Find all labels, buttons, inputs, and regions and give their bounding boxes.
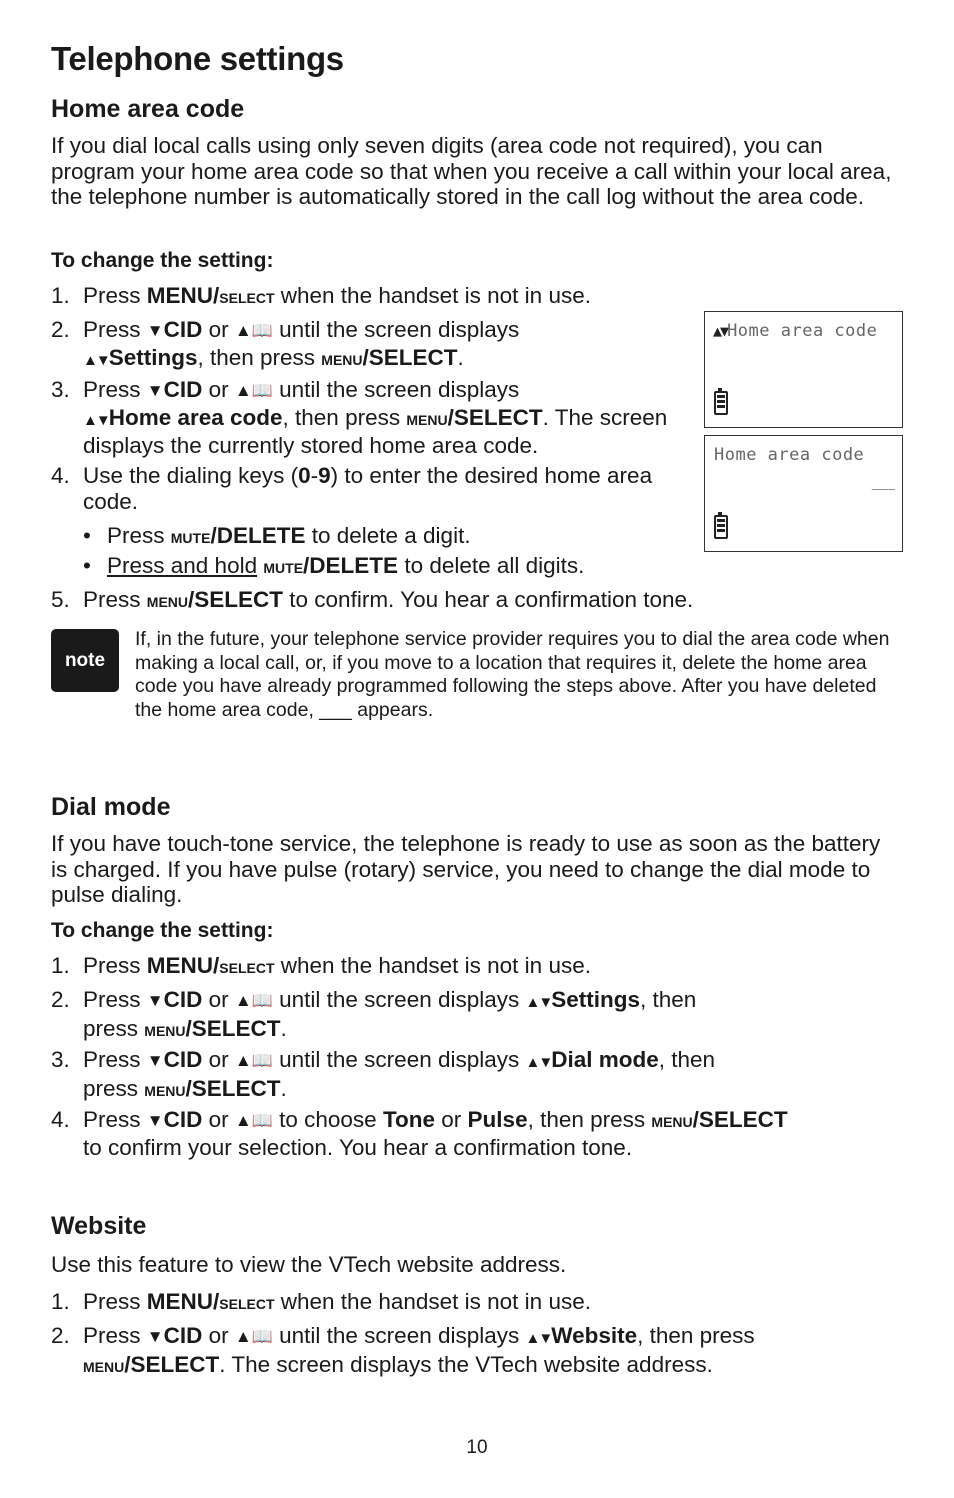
dm-step-3: 3. Press ▼CID or ▲📖 until the screen displays ▲▼Dial mode, then press menu/SELECT. <box>51 1047 716 1101</box>
hac-step-2: 2. Press ▼CID or ▲📖 until the screen displays ▲▼Settings, then press menu/SELECT. <box>51 317 520 370</box>
note-badge: note <box>51 629 119 692</box>
phonebook-icon: 📖 <box>251 381 273 400</box>
note-text: If, in the future, your telephone service provider requires you to dial the area code when making a local call, or, if you move to a location that requires it, delete the home area code you have already programmed following the steps above. After you have deleted the home area code, ___ appears. <box>135 628 890 721</box>
home-area-code-intro: If you dial local calls using only seven digits (area code not required), you can program your home area code so that when you receive a call within your local area, the telephone number is automatically stored in the call log without the area code. <box>51 133 892 209</box>
down-triangle-icon: ▼ <box>146 1111 164 1130</box>
phonebook-icon: 📖 <box>251 1111 273 1130</box>
hac-step-5: 5. Press menu/SELECT to confirm. You hear a confirmation tone. <box>51 587 694 612</box>
dial-mode-intro: If you have touch-tone service, the telephone is ready to use as soon as the battery is charged. If you have pulse (rotary) service, you need to change the dial mode to pulse dialing. <box>51 831 881 907</box>
hac-step-3: 3. Press ▼CID or ▲📖 until the screen displays ▲▼Home area code, then press menu/SELECT. The screen displays the currently stored home area code. <box>51 377 668 458</box>
hac-step-1: 1. Press MENU/select when the handset is not in use. <box>51 283 591 308</box>
hac-bullet-delete-digit: • Press mute/DELETE to delete a digit. <box>83 523 471 548</box>
battery-icon <box>714 515 728 539</box>
dm-step-1: 1. Press MENU/select when the handset is not in use. <box>51 953 591 978</box>
web-step-2: 2. Press ▼CID or ▲📖 until the screen displays ▲▼Website, then press menu/SELECT. The screen displays the VTech website address. <box>51 1323 755 1377</box>
phonebook-icon: 📖 <box>251 1327 273 1346</box>
dial-mode-subheading: To change the setting: <box>51 919 274 942</box>
up-down-arrow-icon: ▲▼ <box>83 351 109 369</box>
up-triangle-icon: ▲ <box>234 991 252 1010</box>
up-down-arrow-icon: ▲▼ <box>525 1054 552 1071</box>
section-heading-home-area-code: Home area code <box>51 95 245 123</box>
down-triangle-icon: ▼ <box>146 991 164 1010</box>
hac-bullet-delete-all: • Press and hold mute/DELETE to delete all digits. <box>83 553 585 578</box>
website-intro: Use this feature to view the VTech website address. <box>51 1252 567 1277</box>
web-step-1: 1. Press MENU/select when the handset is not in use. <box>51 1289 591 1314</box>
lcd-screen-menu: ▲▼Home area code <box>704 311 903 428</box>
phonebook-icon: 📖 <box>251 321 273 340</box>
dm-step-4: 4. Press ▼CID or ▲📖 to choose Tone or Pulse, then press menu/SELECT to confirm your selection. You hear a confirmation tone. <box>51 1107 788 1160</box>
down-triangle-icon: ▼ <box>146 381 164 400</box>
home-area-code-subheading: To change the setting: <box>51 249 274 272</box>
lcd-screen-entry: Home area code ___ <box>704 435 903 552</box>
dm-step-2: 2. Press ▼CID or ▲📖 until the screen displays ▲▼Settings, then press menu/SELECT. <box>51 987 697 1041</box>
page-number: 10 <box>466 1437 488 1458</box>
up-down-arrow-icon: ▲▼ <box>525 994 552 1011</box>
up-triangle-icon: ▲ <box>234 1111 252 1130</box>
hac-step-4: 4. Use the dialing keys (0-9) to enter the desired home area code. <box>51 463 653 514</box>
down-triangle-icon: ▼ <box>146 1051 164 1070</box>
up-down-arrow-icon: ▲▼ <box>525 1330 552 1347</box>
up-down-arrow-icon: ▲▼ <box>83 411 109 429</box>
up-triangle-icon: ▲ <box>234 381 252 400</box>
phonebook-icon: 📖 <box>251 1051 273 1070</box>
phonebook-icon: 📖 <box>251 991 273 1010</box>
page-title: Telephone settings <box>51 40 344 77</box>
section-heading-website: Website <box>51 1212 147 1240</box>
down-triangle-icon: ▼ <box>146 1327 164 1346</box>
up-triangle-icon: ▲ <box>234 1327 252 1346</box>
up-triangle-icon: ▲ <box>234 321 252 340</box>
section-heading-dial-mode: Dial mode <box>51 793 171 821</box>
battery-icon <box>714 391 728 415</box>
up-down-arrow-icon: ▲▼ <box>713 322 728 340</box>
up-triangle-icon: ▲ <box>234 1051 252 1070</box>
down-triangle-icon: ▼ <box>146 321 164 340</box>
